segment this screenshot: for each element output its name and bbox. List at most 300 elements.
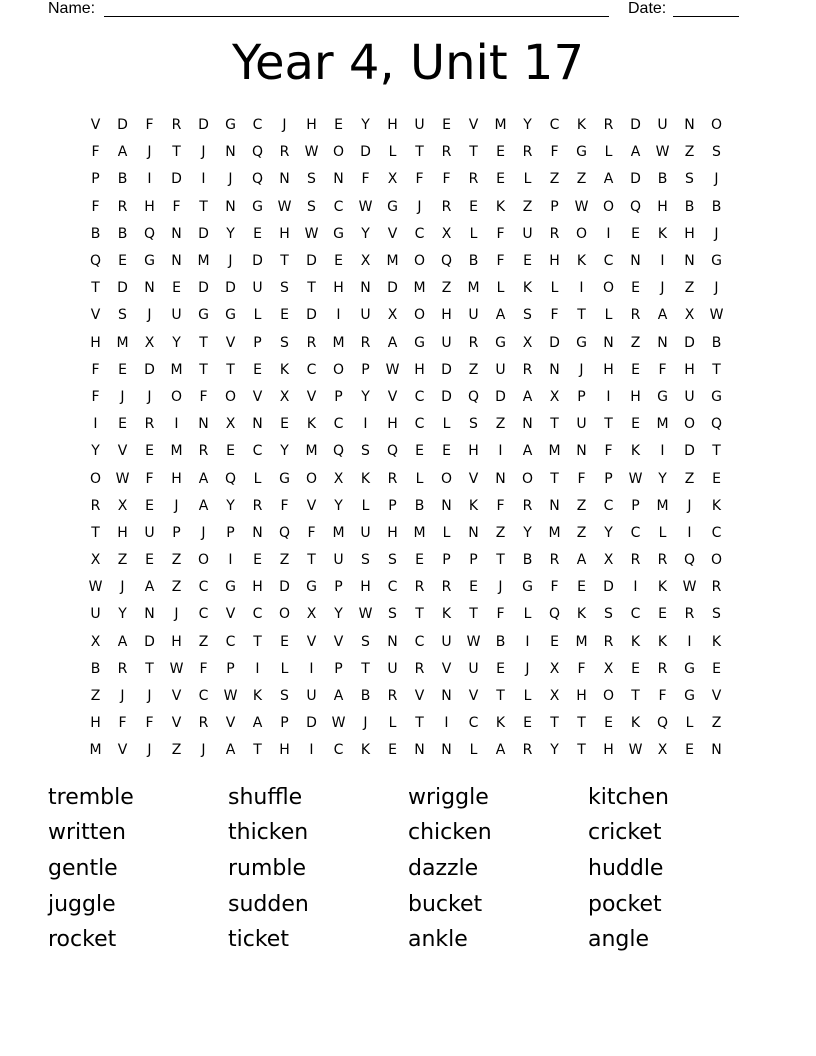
grid-letter[interactable]: H (387, 524, 398, 541)
grid-letter[interactable]: N (198, 416, 209, 433)
grid-letter[interactable]: G (333, 225, 344, 242)
grid-letter[interactable]: K (657, 633, 668, 650)
grid-letter[interactable]: L (442, 416, 451, 433)
grid-letter[interactable]: V (225, 606, 236, 623)
grid-letter[interactable]: N (441, 688, 452, 705)
grid-letter[interactable]: F (91, 388, 100, 405)
grid-letter[interactable]: L (604, 307, 613, 324)
grid-letter[interactable]: P (469, 552, 478, 569)
grid-letter[interactable]: X (360, 253, 371, 270)
grid-letter[interactable]: T (91, 280, 100, 297)
grid-letter[interactable]: T (199, 361, 208, 378)
grid-letter[interactable]: J (147, 307, 152, 324)
grid-letter[interactable]: K (657, 225, 668, 242)
grid-letter[interactable]: Z (684, 470, 695, 487)
grid-letter[interactable]: R (522, 497, 533, 514)
grid-letter[interactable]: M (494, 117, 507, 134)
grid-letter[interactable]: J (498, 579, 503, 596)
grid-letter[interactable]: R (441, 579, 452, 596)
grid-letter[interactable]: J (147, 388, 152, 405)
grid-letter[interactable]: G (684, 660, 695, 677)
grid-letter[interactable]: V (171, 715, 182, 732)
grid-letter[interactable]: U (144, 524, 155, 541)
grid-letter[interactable]: N (684, 117, 695, 134)
grid-letter[interactable]: R (441, 144, 452, 161)
grid-letter[interactable]: D (306, 253, 317, 270)
grid-letter[interactable]: T (577, 307, 586, 324)
grid-letter[interactable]: G (144, 253, 155, 270)
grid-letter[interactable]: O (602, 688, 615, 705)
grid-letter[interactable]: U (171, 307, 182, 324)
grid-letter[interactable]: V (90, 117, 101, 134)
grid-letter[interactable]: Y (361, 117, 370, 134)
grid-letter[interactable]: R (198, 715, 209, 732)
grid-letter[interactable]: T (577, 715, 586, 732)
grid-letter[interactable]: V (441, 660, 452, 677)
grid-letter[interactable]: P (280, 715, 289, 732)
grid-letter[interactable]: D (441, 388, 452, 405)
grid-letter[interactable]: V (252, 388, 263, 405)
grid-letter[interactable]: T (172, 144, 181, 161)
grid-letter[interactable]: H (117, 524, 128, 541)
grid-letter[interactable]: W (709, 307, 724, 324)
grid-letter[interactable]: I (498, 443, 503, 460)
grid-letter[interactable]: R (522, 144, 533, 161)
grid-letter[interactable]: M (656, 416, 669, 433)
grid-letter[interactable]: E (280, 633, 289, 650)
grid-letter[interactable]: E (631, 280, 640, 297)
grid-letter[interactable]: L (415, 470, 424, 487)
grid-letter[interactable]: J (120, 388, 125, 405)
grid-letter[interactable]: E (253, 225, 262, 242)
grid-letter[interactable]: V (387, 225, 398, 242)
grid-letter[interactable]: U (360, 524, 371, 541)
grid-letter[interactable]: T (91, 524, 100, 541)
grid-letter[interactable]: J (714, 171, 719, 188)
grid-letter[interactable]: O (521, 470, 534, 487)
grid-letter[interactable]: R (414, 660, 425, 677)
grid-letter[interactable]: F (550, 144, 559, 161)
grid-letter[interactable]: Z (684, 280, 695, 297)
grid-letter[interactable]: J (201, 144, 206, 161)
grid-letter[interactable]: J (201, 524, 206, 541)
grid-letter[interactable]: B (360, 688, 371, 705)
grid-letter[interactable]: N (360, 280, 371, 297)
grid-letter[interactable]: J (120, 688, 125, 705)
grid-letter[interactable]: K (576, 606, 587, 623)
grid-letter[interactable]: M (413, 280, 426, 297)
grid-letter[interactable]: U (522, 225, 533, 242)
grid-letter[interactable]: W (358, 606, 373, 623)
grid-letter[interactable]: Q (467, 388, 480, 405)
grid-letter[interactable]: H (171, 633, 182, 650)
grid-letter[interactable]: R (522, 742, 533, 759)
grid-letter[interactable]: U (90, 606, 101, 623)
grid-letter[interactable]: F (199, 660, 208, 677)
grid-letter[interactable]: E (388, 742, 397, 759)
grid-letter[interactable]: U (333, 552, 344, 569)
grid-letter[interactable]: Q (386, 443, 399, 460)
grid-letter[interactable]: Z (630, 334, 641, 351)
grid-letter[interactable]: J (660, 280, 665, 297)
grid-letter[interactable]: L (604, 144, 613, 161)
grid-letter[interactable]: E (577, 579, 586, 596)
grid-letter[interactable]: A (252, 715, 263, 732)
grid-letter[interactable]: W (115, 470, 130, 487)
grid-letter[interactable]: J (687, 497, 692, 514)
grid-letter[interactable]: K (630, 443, 641, 460)
grid-letter[interactable]: O (197, 552, 210, 569)
grid-letter[interactable]: O (305, 470, 318, 487)
grid-letter[interactable]: Z (279, 552, 290, 569)
grid-letter[interactable]: H (468, 443, 479, 460)
grid-letter[interactable]: V (90, 307, 101, 324)
grid-letter[interactable]: O (710, 117, 723, 134)
grid-letter[interactable]: B (711, 334, 722, 351)
grid-letter[interactable]: T (145, 660, 154, 677)
grid-letter[interactable]: E (631, 361, 640, 378)
grid-letter[interactable]: U (657, 117, 668, 134)
grid-letter[interactable]: W (277, 198, 292, 215)
grid-letter[interactable]: D (279, 579, 290, 596)
grid-letter[interactable]: N (171, 225, 182, 242)
grid-letter[interactable]: S (361, 443, 370, 460)
grid-letter[interactable]: I (174, 416, 179, 433)
grid-letter[interactable]: T (307, 552, 316, 569)
grid-letter[interactable]: P (226, 524, 235, 541)
grid-letter[interactable]: X (549, 688, 560, 705)
grid-letter[interactable]: V (468, 470, 479, 487)
grid-letter[interactable]: I (336, 307, 341, 324)
grid-letter[interactable]: J (282, 117, 287, 134)
grid-letter[interactable]: F (604, 443, 613, 460)
grid-letter[interactable]: D (441, 361, 452, 378)
grid-letter[interactable]: R (441, 198, 452, 215)
grid-letter[interactable]: L (442, 524, 451, 541)
grid-letter[interactable]: X (144, 334, 155, 351)
grid-letter[interactable]: M (305, 443, 318, 460)
grid-letter[interactable]: W (169, 660, 184, 677)
grid-letter[interactable]: K (495, 715, 506, 732)
grid-letter[interactable]: W (358, 198, 373, 215)
grid-letter[interactable]: Y (334, 497, 343, 514)
grid-letter[interactable]: A (198, 497, 209, 514)
grid-letter[interactable]: A (657, 307, 668, 324)
grid-letter[interactable]: B (117, 225, 128, 242)
grid-letter[interactable]: O (710, 552, 723, 569)
grid-letter[interactable]: Y (604, 524, 613, 541)
grid-letter[interactable]: U (414, 117, 425, 134)
grid-letter[interactable]: D (630, 171, 641, 188)
grid-letter[interactable]: V (306, 388, 317, 405)
grid-letter[interactable]: E (523, 253, 532, 270)
grid-letter[interactable]: R (522, 361, 533, 378)
grid-letter[interactable]: E (658, 606, 667, 623)
grid-letter[interactable]: J (228, 253, 233, 270)
grid-letter[interactable]: L (280, 660, 289, 677)
grid-letter[interactable]: W (304, 144, 319, 161)
grid-letter[interactable]: T (496, 688, 505, 705)
grid-letter[interactable]: M (116, 334, 129, 351)
grid-letter[interactable]: A (522, 388, 533, 405)
grid-letter[interactable]: P (226, 660, 235, 677)
grid-letter[interactable]: A (117, 144, 128, 161)
grid-letter[interactable]: I (147, 171, 152, 188)
grid-letter[interactable]: H (657, 198, 668, 215)
grid-letter[interactable]: J (147, 742, 152, 759)
grid-letter[interactable]: C (549, 117, 560, 134)
grid-letter[interactable]: T (415, 715, 424, 732)
grid-letter[interactable]: W (682, 579, 697, 596)
grid-letter[interactable]: K (576, 253, 587, 270)
grid-letter[interactable]: G (252, 198, 263, 215)
grid-letter[interactable]: E (604, 715, 613, 732)
grid-letter[interactable]: X (603, 552, 614, 569)
grid-letter[interactable]: A (495, 742, 506, 759)
grid-letter[interactable]: C (414, 225, 425, 242)
grid-letter[interactable]: N (252, 524, 263, 541)
grid-letter[interactable]: Z (468, 361, 479, 378)
grid-letter[interactable]: Y (658, 470, 667, 487)
grid-letter[interactable]: T (199, 334, 208, 351)
grid-letter[interactable]: L (685, 715, 694, 732)
grid-letter[interactable]: U (252, 280, 263, 297)
grid-letter[interactable]: N (630, 253, 641, 270)
grid-letter[interactable]: I (93, 416, 98, 433)
grid-letter[interactable]: Y (361, 225, 370, 242)
grid-letter[interactable]: F (145, 470, 154, 487)
grid-letter[interactable]: N (684, 253, 695, 270)
grid-letter[interactable]: P (550, 198, 559, 215)
grid-letter[interactable]: E (415, 443, 424, 460)
grid-letter[interactable]: Q (683, 552, 696, 569)
grid-letter[interactable]: Z (684, 144, 695, 161)
grid-letter[interactable]: B (468, 253, 479, 270)
grid-letter[interactable]: X (387, 171, 398, 188)
grid-letter[interactable]: H (549, 253, 560, 270)
grid-letter[interactable]: L (523, 171, 532, 188)
grid-letter[interactable]: A (117, 633, 128, 650)
grid-letter[interactable]: I (660, 253, 665, 270)
grid-letter[interactable]: Q (629, 198, 642, 215)
grid-letter[interactable]: D (198, 117, 209, 134)
grid-letter[interactable]: H (171, 470, 182, 487)
grid-letter[interactable]: K (522, 280, 533, 297)
grid-letter[interactable]: Q (440, 253, 453, 270)
grid-letter[interactable]: R (630, 307, 641, 324)
grid-letter[interactable]: G (306, 579, 317, 596)
grid-letter[interactable]: T (550, 470, 559, 487)
grid-letter[interactable]: K (711, 633, 722, 650)
grid-letter[interactable]: R (657, 660, 668, 677)
grid-letter[interactable]: E (631, 225, 640, 242)
grid-letter[interactable]: S (685, 171, 694, 188)
grid-letter[interactable]: O (413, 253, 426, 270)
grid-letter[interactable]: D (603, 579, 614, 596)
grid-letter[interactable]: P (442, 552, 451, 569)
grid-letter[interactable]: N (657, 334, 668, 351)
grid-letter[interactable]: V (387, 388, 398, 405)
grid-letter[interactable]: F (496, 225, 505, 242)
grid-letter[interactable]: Q (656, 715, 669, 732)
grid-letter[interactable]: M (197, 253, 210, 270)
grid-letter[interactable]: X (603, 660, 614, 677)
grid-letter[interactable]: R (711, 579, 722, 596)
grid-letter[interactable]: C (333, 198, 344, 215)
grid-letter[interactable]: L (550, 280, 559, 297)
grid-letter[interactable]: S (712, 606, 721, 623)
grid-letter[interactable]: Y (523, 524, 532, 541)
grid-letter[interactable]: T (307, 280, 316, 297)
grid-letter[interactable]: C (333, 742, 344, 759)
grid-letter[interactable]: R (360, 334, 371, 351)
grid-letter[interactable]: I (525, 633, 530, 650)
grid-letter[interactable]: L (361, 497, 370, 514)
grid-letter[interactable]: T (469, 144, 478, 161)
grid-letter[interactable]: W (574, 198, 589, 215)
grid-letter[interactable]: U (495, 361, 506, 378)
grid-letter[interactable]: T (415, 606, 424, 623)
grid-letter[interactable]: S (469, 416, 478, 433)
grid-letter[interactable]: O (575, 225, 588, 242)
grid-letter[interactable]: W (628, 470, 643, 487)
grid-letter[interactable]: C (630, 524, 641, 541)
grid-letter[interactable]: O (602, 280, 615, 297)
grid-letter[interactable]: N (522, 416, 533, 433)
grid-letter[interactable]: P (253, 334, 262, 351)
grid-letter[interactable]: O (440, 470, 453, 487)
grid-letter[interactable]: C (198, 688, 209, 705)
grid-letter[interactable]: I (228, 552, 233, 569)
grid-letter[interactable]: H (360, 579, 371, 596)
grid-letter[interactable]: E (280, 307, 289, 324)
grid-letter[interactable]: Z (495, 416, 506, 433)
grid-letter[interactable]: N (333, 171, 344, 188)
grid-letter[interactable]: T (712, 443, 721, 460)
grid-letter[interactable]: D (198, 280, 209, 297)
grid-letter[interactable]: I (363, 416, 368, 433)
grid-letter[interactable]: F (91, 144, 100, 161)
grid-letter[interactable]: E (469, 198, 478, 215)
grid-letter[interactable]: A (225, 742, 236, 759)
grid-letter[interactable]: F (91, 198, 100, 215)
grid-letter[interactable]: S (388, 606, 397, 623)
grid-letter[interactable]: H (441, 307, 452, 324)
grid-letter[interactable]: S (388, 552, 397, 569)
grid-letter[interactable]: L (469, 225, 478, 242)
grid-letter[interactable]: O (683, 416, 696, 433)
grid-letter[interactable]: G (522, 579, 533, 596)
grid-letter[interactable]: C (198, 606, 209, 623)
grid-letter[interactable]: P (361, 361, 370, 378)
grid-letter[interactable]: R (414, 579, 425, 596)
grid-letter[interactable]: R (657, 552, 668, 569)
grid-letter[interactable]: J (174, 497, 179, 514)
grid-letter[interactable]: N (468, 524, 479, 541)
grid-letter[interactable]: P (577, 388, 586, 405)
grid-letter[interactable]: Q (89, 253, 102, 270)
grid-letter[interactable]: D (360, 144, 371, 161)
grid-letter[interactable]: B (117, 171, 128, 188)
grid-letter[interactable]: Y (523, 117, 532, 134)
grid-letter[interactable]: D (252, 253, 263, 270)
grid-letter[interactable]: V (225, 334, 236, 351)
grid-letter[interactable]: C (414, 633, 425, 650)
grid-letter[interactable]: N (549, 361, 560, 378)
grid-letter[interactable]: D (144, 361, 155, 378)
grid-letter[interactable]: S (118, 307, 127, 324)
grid-letter[interactable]: K (360, 470, 371, 487)
grid-letter[interactable]: C (252, 443, 263, 460)
grid-letter[interactable]: H (684, 361, 695, 378)
grid-letter[interactable]: U (576, 416, 587, 433)
grid-letter[interactable]: X (684, 307, 695, 324)
grid-letter[interactable]: N (441, 742, 452, 759)
grid-letter[interactable]: E (253, 552, 262, 569)
grid-letter[interactable]: G (279, 470, 290, 487)
grid-letter[interactable]: K (495, 198, 506, 215)
grid-letter[interactable]: J (120, 579, 125, 596)
grid-letter[interactable]: X (90, 633, 101, 650)
grid-letter[interactable]: J (174, 606, 179, 623)
grid-letter[interactable]: H (387, 117, 398, 134)
grid-letter[interactable]: J (363, 715, 368, 732)
grid-letter[interactable]: H (576, 688, 587, 705)
grid-letter[interactable]: B (684, 198, 695, 215)
grid-letter[interactable]: Z (522, 198, 533, 215)
grid-letter[interactable]: R (117, 198, 128, 215)
grid-letter[interactable]: B (657, 171, 668, 188)
grid-letter[interactable]: X (549, 388, 560, 405)
grid-letter[interactable]: K (360, 742, 371, 759)
grid-letter[interactable]: H (414, 361, 425, 378)
grid-letter[interactable]: I (201, 171, 206, 188)
grid-letter[interactable]: T (577, 742, 586, 759)
grid-letter[interactable]: D (117, 280, 128, 297)
grid-letter[interactable]: G (711, 388, 722, 405)
grid-letter[interactable]: T (280, 253, 289, 270)
grid-letter[interactable]: M (89, 742, 102, 759)
grid-letter[interactable]: H (279, 225, 290, 242)
grid-letter[interactable]: S (361, 552, 370, 569)
grid-letter[interactable]: N (414, 742, 425, 759)
grid-letter[interactable]: A (333, 688, 344, 705)
grid-letter[interactable]: F (442, 171, 451, 188)
grid-letter[interactable]: H (306, 117, 317, 134)
grid-letter[interactable]: H (603, 361, 614, 378)
grid-letter[interactable]: J (714, 225, 719, 242)
grid-letter[interactable]: I (579, 280, 584, 297)
grid-letter[interactable]: R (603, 633, 614, 650)
grid-letter[interactable]: F (496, 253, 505, 270)
grid-letter[interactable]: V (306, 633, 317, 650)
grid-letter[interactable]: H (90, 334, 101, 351)
grid-letter[interactable]: F (577, 470, 586, 487)
grid-letter[interactable]: M (332, 524, 345, 541)
grid-letter[interactable]: L (496, 280, 505, 297)
grid-letter[interactable]: L (388, 715, 397, 732)
grid-letter[interactable]: W (385, 361, 400, 378)
grid-letter[interactable]: M (386, 253, 399, 270)
grid-letter[interactable]: K (252, 688, 263, 705)
grid-letter[interactable]: I (606, 225, 611, 242)
grid-letter[interactable]: M (332, 334, 345, 351)
grid-letter[interactable]: M (575, 633, 588, 650)
grid-letter[interactable]: O (602, 198, 615, 215)
grid-letter[interactable]: R (117, 660, 128, 677)
grid-letter[interactable]: V (171, 688, 182, 705)
grid-letter[interactable]: E (118, 361, 127, 378)
